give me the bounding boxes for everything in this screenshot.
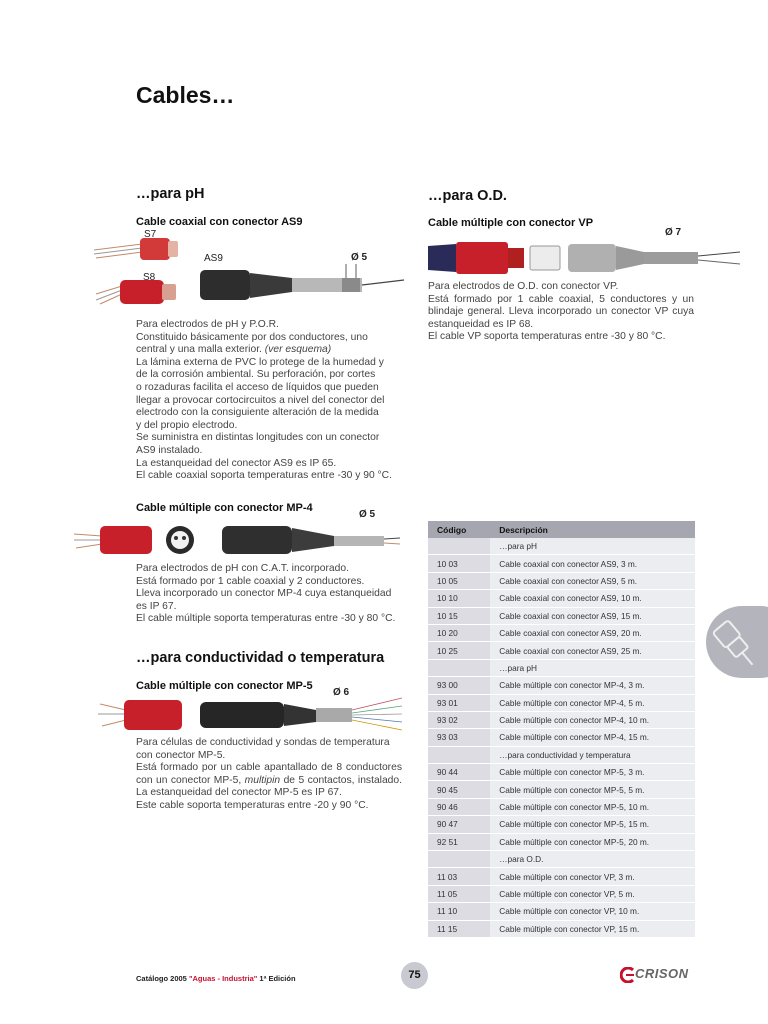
table-row	[428, 816, 695, 833]
description-cell: Cable múltiple con conector VP, 3 m.	[490, 868, 695, 885]
table-row	[428, 851, 695, 868]
table-row	[428, 798, 695, 815]
table-row	[428, 903, 695, 920]
description-cell: Cable múltiple con conector MP-5, 20 m.	[490, 833, 695, 850]
description-cell: Cable múltiple con conector MP-4, 3 m.	[490, 677, 695, 694]
code-cell: 93 01	[428, 694, 490, 711]
code-cell: 90 44	[428, 764, 490, 781]
as9-connector-image	[200, 270, 404, 300]
subheading-as9: Cable coaxial con conector AS9	[136, 216, 303, 228]
subheading-mp5: Cable múltiple con conector MP-5	[136, 680, 313, 692]
description-cell: Cable múltiple con conector MP-5, 10 m.	[490, 798, 695, 815]
description-cell: …para pH	[490, 538, 695, 555]
code-cell: 10 15	[428, 607, 490, 624]
as9-description: Para electrodos de pH y P.O.R. Constituido básicamente por dos conductores, uno central y una malla exterior. (ver esquema) La lámina externa de PVC lo protege de la humedad y de la corrosión ambiental. Su perforación, por cortes o rozaduras facilita el acceso de líquidos que pueden llegar a provocar cortocircuitos a nivel del conector del electrodo con la consiguiente alteración de la medida y del propio electrodo. Se suministra en distintas longitudes con un conector AS9 instalado. La estanqueidad del conector AS9 es IP 65. El cable coaxial soporta temperaturas entre -30 y 90 °C.	[136, 319, 392, 482]
code-table	[428, 521, 695, 938]
section-heading-ph: …para pH	[136, 186, 205, 202]
table-row	[428, 624, 695, 641]
code-cell: 93 00	[428, 677, 490, 694]
description-cell: Cable coaxial con conector AS9, 5 m.	[490, 572, 695, 589]
crison-logo	[620, 966, 696, 984]
description-cell: Cable coaxial con conector AS9, 20 m.	[490, 624, 695, 641]
table-row	[428, 711, 695, 728]
code-cell	[428, 851, 490, 868]
subheading-mp4: Cable múltiple con conector MP-4	[136, 502, 313, 514]
table-row	[428, 781, 695, 798]
mp5-cable-illustration	[96, 694, 406, 736]
table-row	[428, 920, 695, 937]
vp-description: Para electrodos de O.D. con conector VP. Está formado por 1 cable coaxial, 5 conductores y un blindaje general. Lleva incorporado un conector VP cuya estanqueidad es IP 68. El cable VP soporta temperaturas entre -30 y 80 °C.	[428, 281, 694, 343]
description-cell: Cable múltiple con conector MP-4, 15 m.	[490, 729, 695, 746]
table-row	[428, 555, 695, 572]
code-cell: 90 45	[428, 781, 490, 798]
vp-cable-illustration	[426, 238, 744, 280]
s7-connector-image	[94, 238, 178, 260]
table-row	[428, 885, 695, 902]
table-row	[428, 833, 695, 850]
code-cell: 10 05	[428, 572, 490, 589]
table-row	[428, 607, 695, 624]
mp4-cable-illustration	[72, 516, 402, 564]
page-title: Cables…	[136, 82, 235, 108]
table-row	[428, 677, 695, 694]
as9-label: AS9	[204, 253, 223, 264]
code-cell: 92 51	[428, 833, 490, 850]
code-cell: 10 03	[428, 555, 490, 572]
as9-diameter-label: Ø 5	[351, 252, 368, 263]
code-cell: 93 02	[428, 711, 490, 728]
description-cell: Cable múltiple con conector MP-4, 5 m.	[490, 694, 695, 711]
code-cell: 11 05	[428, 885, 490, 902]
table-row	[428, 590, 695, 607]
description-cell: Cable múltiple con conector MP-4, 10 m.	[490, 711, 695, 728]
as9-cable-illustration	[92, 228, 408, 308]
crison-logo-icon	[620, 967, 636, 983]
cable-connector-icon	[706, 606, 766, 678]
description-cell: Cable coaxial con conector AS9, 15 m.	[490, 607, 695, 624]
table-row	[428, 729, 695, 746]
column-header-code: Código	[428, 521, 490, 538]
code-cell: 11 15	[428, 920, 490, 937]
mp5-description: Para células de conductividad y sondas de temperatura con conector MP-5. Está formado por un cable apantallado de 8 conductores con un conector MP-5, multipin de 5 contactos, instalado. La estanqueidad del conector MP-5 es IP 67. Este cable soporta temperaturas entre -20 y 90 °C.	[136, 737, 402, 811]
code-cell	[428, 746, 490, 763]
description-cell: Cable coaxial con conector AS9, 10 m.	[490, 590, 695, 607]
section-heading-conductivity: …para conductividad o temperatura	[136, 650, 385, 666]
side-tab	[706, 606, 768, 678]
column-header-description: Descripción	[490, 521, 695, 538]
table-row	[428, 764, 695, 781]
code-cell: 93 03	[428, 729, 490, 746]
s7-label: S7	[144, 229, 157, 240]
table-row	[428, 538, 695, 555]
code-cell: 10 25	[428, 642, 490, 659]
table-row	[428, 694, 695, 711]
code-cell	[428, 538, 490, 555]
code-cell: 10 10	[428, 590, 490, 607]
table-row	[428, 659, 695, 676]
code-cell: 11 10	[428, 903, 490, 920]
description-cell: Cable múltiple con conector MP-5, 15 m.	[490, 816, 695, 833]
footer-catalog: Catálogo 2005 "Aguas - Industria" 1ª Edición	[136, 974, 296, 983]
description-cell: Cable múltiple con conector VP, 5 m.	[490, 885, 695, 902]
description-cell: Cable múltiple con conector MP-5, 3 m.	[490, 764, 695, 781]
table-row	[428, 746, 695, 763]
mp5-diameter-label: Ø 6	[333, 687, 350, 698]
table-body	[428, 538, 695, 937]
section-heading-od: …para O.D.	[428, 188, 507, 204]
table-row	[428, 868, 695, 885]
s8-label: S8	[143, 272, 156, 283]
description-cell: Cable múltiple con conector VP, 15 m.	[490, 920, 695, 937]
description-cell: Cable coaxial con conector AS9, 3 m.	[490, 555, 695, 572]
vp-diameter-label: Ø 7	[665, 227, 682, 238]
table-row	[428, 642, 695, 659]
code-cell: 10 20	[428, 624, 490, 641]
description-cell: Cable coaxial con conector AS9, 25 m.	[490, 642, 695, 659]
code-cell: 90 46	[428, 798, 490, 815]
page-number: 75	[401, 962, 428, 989]
mp4-description: Para electrodos de pH con C.A.T. incorporado. Está formado por 1 cable coaxial y 2 conductores. Lleva incorporado un conector MP-4 cuya estanqueidad es IP 67. El cable múltiple soporta temperaturas entre -30 y 80 °C.	[136, 563, 396, 625]
code-cell: 11 03	[428, 868, 490, 885]
code-cell	[428, 659, 490, 676]
description-cell: Cable múltiple con conector MP-5, 5 m.	[490, 781, 695, 798]
table-header-row	[428, 521, 695, 538]
crison-logo-text: CRISON	[635, 966, 689, 981]
code-cell: 90 47	[428, 816, 490, 833]
table-row	[428, 572, 695, 589]
subheading-vp: Cable múltiple con conector VP	[428, 217, 594, 229]
description-cell: Cable múltiple con conector VP, 10 m.	[490, 903, 695, 920]
description-cell: …para conductividad y temperatura	[490, 746, 695, 763]
description-cell: …para O.D.	[490, 851, 695, 868]
description-cell: …para pH	[490, 659, 695, 676]
s8-connector-image	[96, 280, 176, 304]
mp4-diameter-label: Ø 5	[359, 509, 376, 520]
